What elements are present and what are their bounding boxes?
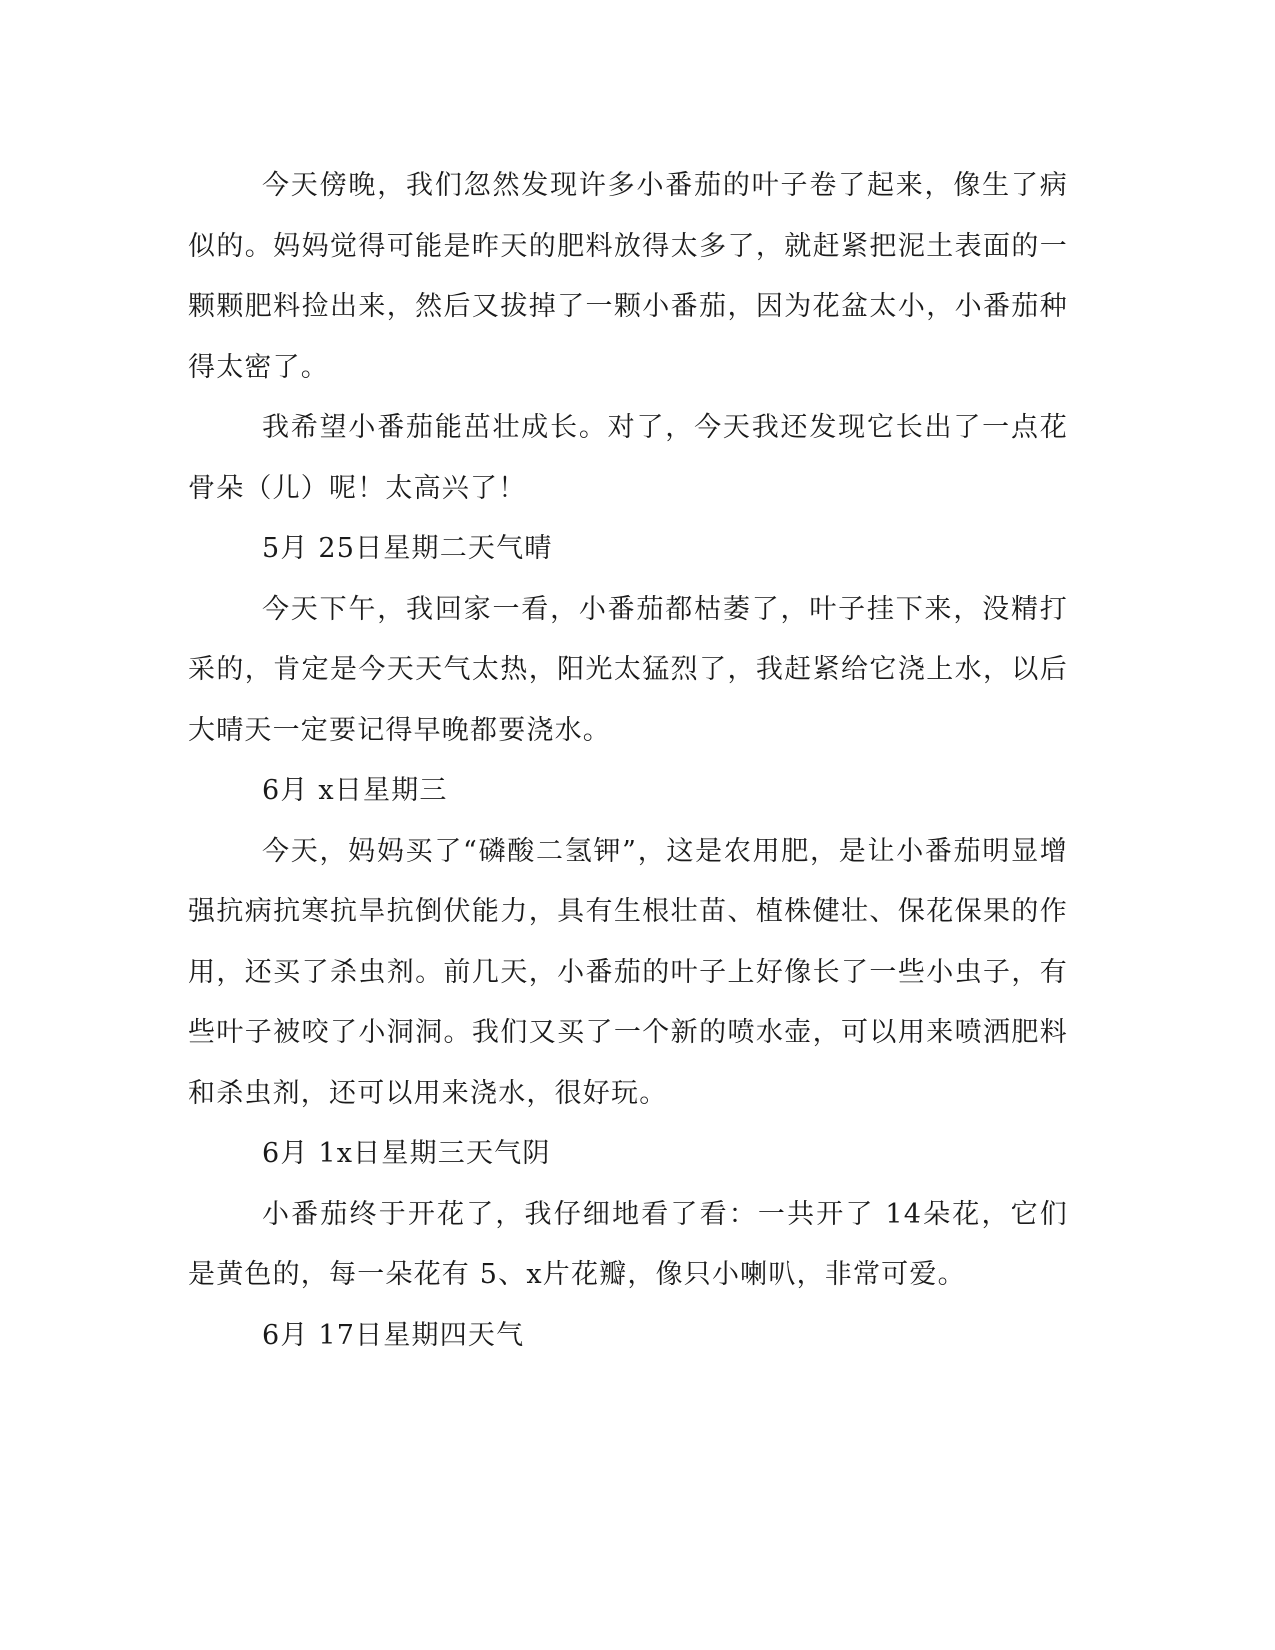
diary-date-june-17: 6月 17日星期四天气 xyxy=(262,1319,525,1351)
paragraph-leaves-curled: 今天傍晚，我们忽然发现许多小番茄的叶子卷了起来，像生了病似的。妈妈觉得可能是昨天的肥料放得太多了，就赶紧把泥土表面的一颗颗肥料捡出来，然后又拔掉了一颗小番茄，因为花盆太小，小番茄种得太密了。 xyxy=(188,170,1068,383)
diary-date-june-x: 6月 x日星期三 xyxy=(262,775,448,806)
diary-date-may-25: 5月 25日星期二天气晴 xyxy=(262,533,553,564)
diary-date-june-1x: 6月 1x日星期三天气阴 xyxy=(262,1138,551,1169)
paragraph-withered: 今天下午，我回家一看，小番茄都枯萎了，叶子挂下来，没精打采的，肯定是今天天气太热，阳光太猛烈了，我赶紧给它浇上水，以后大晴天一定要记得早晚都要浇水。 xyxy=(188,593,1068,746)
document-body xyxy=(188,156,1068,1366)
paragraph-fertilizer: 今天，妈妈买了“磷酸二氢钾”，这是农用肥，是让小番茄明显增强抗病抗寒抗旱抗倒伏能力，具有生根壮苗、植株健壮、保花保果的作用，还买了杀虫剂。前几天，小番茄的叶子上好像长了一些小虫子，有些叶子被咬了小洞洞。我们又买了一个新的喷水壶，可以用来喷洒肥料和杀虫剂，还可以用来浇水，很好玩。 xyxy=(188,835,1068,1109)
paragraph-flowering: 小番茄终于开花了，我仔细地看了看：一共开了 14朵花，它们是黄色的，每一朵花有 5、x片花瓣，像只小喇叭，非常可爱。 xyxy=(188,1198,1068,1290)
paragraph-flower-buds: 我希望小番茄能茁壮成长。对了，今天我还发现它长出了一点花骨朵（儿）呢！太高兴了！ xyxy=(188,412,1068,504)
